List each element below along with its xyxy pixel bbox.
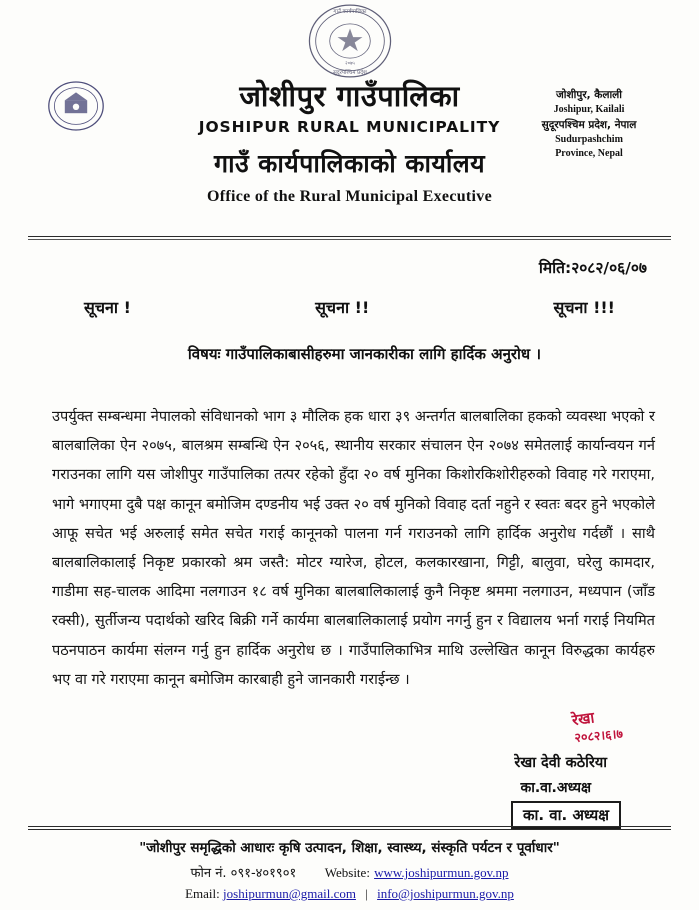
address-line-np-2: सुदूरपश्चिम प्रदेश, नेपाल: [541, 118, 637, 131]
address-line-np-1: जोशीपुर, कैलाली: [555, 89, 622, 101]
svg-text:सुदूरपश्चिम प्रदेश: सुदूरपश्चिम प्रदेश: [332, 69, 367, 76]
municipality-title-en: JOSHIPUR RURAL MUNICIPALITY: [198, 118, 501, 137]
notice-label-1: सूचना !: [84, 298, 131, 317]
footer-emails: [0, 886, 699, 902]
footer-divider-secondary: [28, 829, 671, 830]
address-line-en-1: Joshipur, Kailali: [553, 104, 625, 116]
website-link[interactable]: www.joshipurmun.gov.np: [374, 865, 509, 880]
email-link-2[interactable]: info@joshipurmun.gov.np: [377, 886, 514, 901]
government-seal-icon: [302, 2, 398, 80]
notice-label-3: सूचना !!!: [553, 298, 615, 317]
email-label: Email:: [185, 886, 220, 901]
official-stamp: का. वा. अध्यक्ष: [511, 801, 621, 829]
signatory-name: रेखा देवी कठेरिया: [514, 754, 607, 771]
signatory-post: का.वा.अध्यक्ष: [520, 779, 591, 796]
address-line-en-3: Province, Nepal: [555, 148, 623, 160]
footer-contact: [0, 863, 699, 881]
municipality-title-np: जोशीपुर गाउँपालिका: [239, 79, 460, 113]
office-title-en: Office of the Rural Municipal Executive: [207, 188, 492, 206]
header-divider: [28, 236, 671, 237]
website-label: Website:: [324, 865, 370, 880]
address-block: [519, 88, 659, 162]
notice-heading-row: [0, 278, 699, 318]
email-separator: |: [365, 886, 368, 901]
document-date: मिति:२०८२/०६/०७: [538, 259, 647, 277]
footer-divider: [28, 826, 671, 827]
address-line-en-2: Sudurpashchim: [555, 133, 623, 145]
document-subject: विषयः गाउँपालिकाबासीहरुमा जानकारीका लागि हार्दिक अनुरोध ।: [187, 345, 542, 363]
letterhead-footer: [0, 826, 699, 910]
notice-label-2: सूचना !!: [315, 298, 370, 317]
municipality-emblem-icon: [44, 78, 108, 134]
phone-label: फोन नं. ०९१-४०१९०१: [190, 866, 297, 881]
svg-text:गाउँ कार्यपालिका: गाउँ कार्यपालिका: [332, 8, 367, 15]
signature-area: [0, 708, 699, 838]
svg-text:२०७५: २०७५: [344, 61, 355, 67]
handwritten-signature: [570, 705, 623, 746]
letterhead: [0, 0, 699, 232]
signature-scribble: रेखा: [570, 708, 595, 730]
document-body: उपर्युक्त सम्बन्धमा नेपालको संविधानको भाग ३ मौलिक हक धारा ३९ अन्तर्गत बालबालिका हकको व्यवस्था भएको र बालबालिका ऐन २०७५, बालश्रम सम्बन्धि ऐन २०५६, स्थानीय सरकार संचालन ऐन २०७४ समेतलाई कार्यान्वयन गर्न गराउनका लागि यस जोशीपुर गाउँपालिका तत्पर रहेको हुँदा २० वर्ष मुनिका किशोरकिशोरीहरुको विवाह गरे गराएमा, भागे भगाएमा दुबै पक्ष कानून बमोजिम दण्डनीय भई उक्त २० वर्ष मुनिको विवाह दर्ता नहुने र स्वतः बदर हुने भएकोले आफू सचेत भई अरुलाई समेत सचेत गराई कानूनको पालना गर्न गराउनको लागि हार्दिक अनुरोध गर्दछौं । साथै बालबालिकालाई निकृष्ट प्रकारको श्रम जस्तै: मोटर ग्यारेज, होटल, कलकारखाना, गिट्टी, बालुवा, घरेलु कामदार, गाडीमा सह-चालक आदिमा नलगाउन १८ वर्ष मुनिका बालबालिकालाई कुनै निकृष्ट श्रममा नलगाउन, मध्यपान (जाँड रक्सी), सुर्तीजन्य पदार्थको खरिद बिक्री गर्ने कार्यमा बालबालिकालाई प्रयोग नगर्नु हुन र विद्यालय भर्ना गराई नियमित पठनपाठन कार्यमा संलग्न गर्नु हुन हार्दिक अनुरोध छ । गाउँपालिकाभित्र माथि उल्लेखित कानून विरुद्धका कार्यहरु भए वा गरे गराएमा कानून बमोजिम कारबाही हुने जानकारी गराईन्छ ।: [52, 408, 655, 688]
email-link-1[interactable]: joshipurmun@gmail.com: [223, 886, 356, 901]
footer-slogan: "जोशीपुर समृद्धिको आधारः कृषि उत्पादन, शिक्षा, स्वास्थ्य, संस्कृति पर्यटन र पूर्वाधार": [139, 840, 560, 856]
office-title-np: गाउँ कार्यपालिकाको कार्यालय: [214, 149, 485, 179]
signature-date: २०८२।६।७: [573, 725, 623, 745]
contact-separator: [306, 866, 314, 881]
